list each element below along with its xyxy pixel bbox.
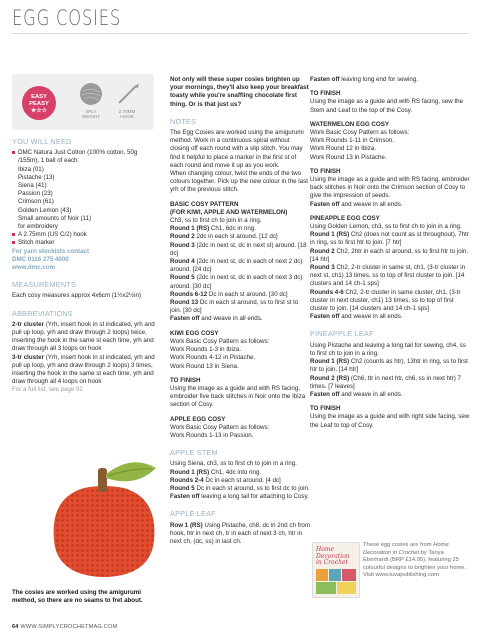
notes-text-2: When changing colour, twist the ends of the two colours together. Pick up the new colour in the last yrh of the previous stitch. [170,170,308,194]
stockists-line: For yarn stockists contact [12,247,90,255]
apple-finish-heading: TO FINISH [310,90,341,98]
book-cover-title [316,547,350,567]
pineapple-leaf-text: Using Pistache and leaving a long tail for sewing, ch4, ss to first ch to join in a ring. [310,341,466,357]
column-2 [170,76,310,546]
watermelon-line: Work Round 12 in Ibiza. [310,145,376,153]
colour-item: Golden Lemon (43) [18,206,72,214]
watermelon-heading: WATERMELON EGG COSY [310,120,389,128]
footer-site[interactable]: WWW.SIMPLYCROCHETMAG.COM [20,624,118,630]
round-label: Round 3 [310,264,335,272]
weight-caption: WEIGHT [81,114,101,120]
you-will-need-heading: YOU WILL NEED [12,137,72,146]
round-text: Ch2 (counts as htr), 13htr in ring, ss to first htr to join. [14 htr] [310,358,468,374]
abbrev-2tr [12,321,156,354]
kiwi-finish-text: Using the image as a guide and with RS facing, embroider five back stitches in Noir onto the Ibiza section of Cosy. [170,384,306,409]
pineapple-leaf-heading: PINEAPPLE LEAF [310,329,374,339]
fasten-off-line [310,391,470,399]
round-label: Round 1 (RS) [310,231,350,239]
round-item [310,289,470,314]
marker-item: Stitch marker [12,239,156,247]
watermelon-finish-heading: TO FINISH [310,167,341,175]
column-3 [310,76,470,430]
difficulty-panel [12,74,154,130]
hook-caption: HOOK [120,114,134,120]
round-label: Round 2 (RS) [310,374,350,382]
abbrev-term: 3-tr cluster [12,353,44,361]
round-label: Round 1 (RS) [310,358,350,366]
round-item [310,264,470,289]
round-text: Dc in each st around. [30 dc] [207,290,288,298]
fasten-off-line [170,315,310,323]
round-label: Round 2 [310,247,335,255]
cover-title-line: Home [316,546,335,553]
round-item [170,477,310,485]
fasten-label: Fasten off [310,200,340,208]
badge-line-1: EASY [31,94,47,100]
colour-item: Pistache (13) [18,173,55,181]
kiwi-heading: KIWI EGG COSY [170,329,219,337]
fasten-off-line [310,76,470,84]
apple-cosy-photo [40,448,168,588]
book-cover-image [312,542,360,598]
apple-leaf-row [170,522,310,547]
watermelon-line: Work Rounds 1-11 in Crimson. [310,137,395,145]
star-rating: ★☆☆ [30,108,48,114]
colour-item: Siena (41) [18,182,47,190]
apple-finish-text: Using the image as a guide and with RS facing, sew the Stem and Leaf to the top of the Cosy. [310,98,464,114]
fasten-off-line [310,313,470,321]
crochet-hook-icon [116,83,140,105]
abbrev-term: 2-tr cluster [12,320,44,328]
round-text: Dc in each st around, ss to first dc to join. [194,484,310,492]
fasten-text: and weave in all ends. [199,315,263,323]
kiwi-finish-heading: TO FINISH [170,376,201,384]
badge-line-2: PEASY [29,100,49,107]
round-text: Ch2, 2-tr cluster in same st, ch1, (3-tr cluster in next st, ch1) 13 times, ss to top of first cluster to join. [14 clusters and 14 ch-1 sps] [310,264,466,288]
kiwi-line: Work Rounds 1-3 in Ibiza. [170,346,242,354]
colour-item: for embroidery [18,223,58,231]
round-label: Round 3 [170,241,195,249]
fasten-text: and weave in all ends. [339,390,403,398]
stockists-link[interactable]: www.dmc.com [12,264,56,272]
round-text: (2dc in next st, dc in each of next 2 dc) around. [24 dc] [170,258,303,274]
round-text: (2dc in next st, dc in next st) around. [18 dc] [170,241,307,257]
fasten-text: leaving a long tail for attaching to Cosy. [199,493,309,501]
apple-heading: APPLE EGG COSY [170,415,226,423]
fasten-text: leaving long end for sewing. [339,76,419,83]
promo-text-start: These egg cosies are from [363,542,434,548]
row-label: Row 1 (RS) [170,521,203,529]
fasten-label: Fasten off [310,76,340,83]
fasten-text: and weave in all ends. [339,200,403,208]
round-text: Ch2 (does not count as st throughout), 7htr in ring, ss to first htr to join. [7 htr] [310,231,469,247]
measurements-text: Each cosy measures approx 4x6cm (1½x2½in) [12,292,141,300]
watermelon-finish-text: Using the image as a guide and with RS facing, embroider back stitches in Noir onto the Crimson section of Cosy to give the impression of seeds. [310,176,470,200]
book-promo-text [363,542,467,580]
fasten-off-line [170,493,310,501]
round-item [170,291,310,299]
round-label: Round 4 [170,258,195,266]
round-label: Round 1 (RS) [170,225,210,233]
basic-cosy-heading: BASIC COSY PATTERN [170,200,239,208]
round-item [170,225,310,233]
yarn-item: DMC Natura Just Cotton (100% cotton, 50g /155m), 1 ball of each: [12,149,156,165]
hook-label [110,109,144,120]
apple-line: Work Basic Cosy Pattern as follows: [170,423,270,431]
yarn-ball-icon [80,83,102,105]
pineapple-finish-text: Using the image as a guide and with right side facing, sew the Leaf to top of Cosy. [310,413,470,429]
kiwi-line: Work Rounds 4-12 in Pistache. [170,354,256,362]
round-item [170,258,310,274]
colour-list [12,166,156,232]
fasten-label: Fasten off [310,313,340,321]
page-footer [12,624,117,630]
fasten-text: and weave in all ends. [339,313,403,321]
round-text: (Ch6, ttr in next htr, ch6, ss in next htr) 7 times. [7 leaves] [310,374,461,390]
round-label: Rounds 4-6 [310,288,344,296]
pineapple-finish-heading: TO FINISH [310,405,341,413]
column-1 [12,138,156,395]
pineapple-text: Using Golden Lemon, ch3, ss to first ch to join in a ring. [310,223,462,231]
header-divider [12,33,468,34]
colour-item: Crimson (61) [18,198,54,206]
fasten-label: Fasten off [170,493,200,501]
measurements-heading: MEASUREMENTS [12,280,77,290]
round-label: Round 2 [170,233,195,241]
weight-label [74,109,108,120]
round-text: Ch2, 2-tr cluster in same cluster, ch1, (3-tr cluster in next cluster, ch1) 13 times, ss to top of first cluster to join. [14 clusters and 14 ch-1 sps] [310,288,461,313]
row-text: Using Pistache, ch8, dc in 2nd ch from hook, htr in next ch, tr in each of next 3 ch, htr in next ch, (dc, ss) in last ch. [170,521,310,545]
round-text: Dc in each st around, ss to first st to join. [30 dc] [170,299,299,315]
round-label: Round 13 [170,299,199,307]
page-number: 64 [12,624,19,630]
round-label: Rounds 6-12 [170,290,208,298]
book-title: Home Decoration in Crochet [363,542,449,556]
apple-stem-text: Using Siena, ch3, ss to first ch to join in a ring. [170,460,297,468]
kiwi-line: Work Basic Cosy Pattern as follows: [170,337,270,345]
round-item [310,375,470,391]
basic-cosy-start: Ch3, ss to first ch to join in a ring. [170,217,262,225]
round-text: Ch1, 4dc into ring. [209,468,262,476]
watermelon-line: Work Basic Cosy Pattern as follows: [310,129,410,137]
abbrev-definition: (Yrh, insert hook in st indicated, yrh and pull up loop, yrh and draw through 2 loops) 3 times, inserting the hook in the same st each time, yrh and draw through all 4 loops on hook [12,353,155,386]
kiwi-line: Work Round 13 in Siena. [170,362,239,370]
apple-stem-heading: APPLE STEM [170,448,218,458]
notes-heading: NOTES [170,116,197,126]
page-title: EGG COSIES [12,6,122,30]
watermelon-line: Work Round 13 in Pistache. [310,153,387,161]
round-item [170,485,310,493]
fasten-label: Fasten off [310,390,340,398]
colour-item: Passion (23) [18,190,53,198]
notes-text: The Egg Cosies are worked using the amigurumi method. Work in a continuous spiral without closing off each round with a slip stitch. You may find it helpful to place a marker in the first st of each round and move it up as you work. [170,129,304,169]
round-text: Ch2, 2htr in each st around, ss to first htr to join. [14 htr] [310,247,469,263]
round-text: Dc in each st around. [4 dc] [203,476,281,484]
round-text: Ch1, 6dc in ring. [209,225,256,233]
colour-item: Ibiza (01) [18,165,44,173]
round-label: Rounds 2-4 [170,476,204,484]
photo-caption: The cosies are worked using the amigurumi method, so there are no seams to fret about. [12,589,143,605]
cover-title-line: in Crochet [316,559,348,567]
full-list-link[interactable]: For a full list, see page 92 [12,386,83,394]
basic-cosy-subheading: (FOR KIWI, APPLE AND WATERMELON) [170,208,288,216]
colour-item: Small amounts of Noir (11) [18,214,92,222]
fasten-label: Fasten off [170,315,200,323]
round-item [310,231,470,247]
round-label: Round 5 [170,484,195,492]
round-item [170,233,310,241]
stockists-phone: DMC 0116 275 4000 [12,255,69,263]
promo-text-end: by Tanya Eberhardt (BRP £14.95), featuring 25 colourful designs to brighten your home. Visit www.tuvapublishing.com [363,549,467,579]
round-text: (2dc in next st, dc in each of next 3 dc) around. [30 dc] [170,274,303,290]
round-item [310,358,470,374]
abbrev-definition: (Yrh, insert hook in st indicated, yrh and pull up loop, yrh and draw through 2 loops) twice, inserting the hook in the same st each time, yrh and draw through all 3 loops on hook [12,320,155,353]
weight-value: 4PLY [85,109,97,114]
pineapple-heading: PINEAPPLE EGG COSY [310,214,380,222]
fasten-off-line [310,201,470,209]
round-label: Round 5 [170,274,195,282]
abbreviations-heading: ABBREVIATIONS [12,308,73,318]
cover-title-line: Decoration [316,552,350,560]
round-text: 2dc in each st around. [12 dc] [194,233,278,241]
hook-item: A 2.75mm (US C/2) hook [12,231,156,239]
round-item [170,242,310,258]
round-label: Round 1 (RS) [170,468,210,476]
round-item [170,274,310,290]
round-item [170,469,310,477]
apple-line: Work Rounds 1-13 in Passion. [170,431,254,439]
apple-leaf-heading: APPLE LEAF [170,509,216,519]
round-item [310,248,470,264]
abbrev-3tr [12,354,156,387]
difficulty-badge [22,86,56,120]
hook-value: 2.75MM [118,109,136,114]
round-item [170,299,310,315]
intro-text: Not only will these super cosies brighten up your mornings, they'll also keep your breakfast toasty while you're snaffling chocolate first thing. Or is that just us? [170,76,309,108]
